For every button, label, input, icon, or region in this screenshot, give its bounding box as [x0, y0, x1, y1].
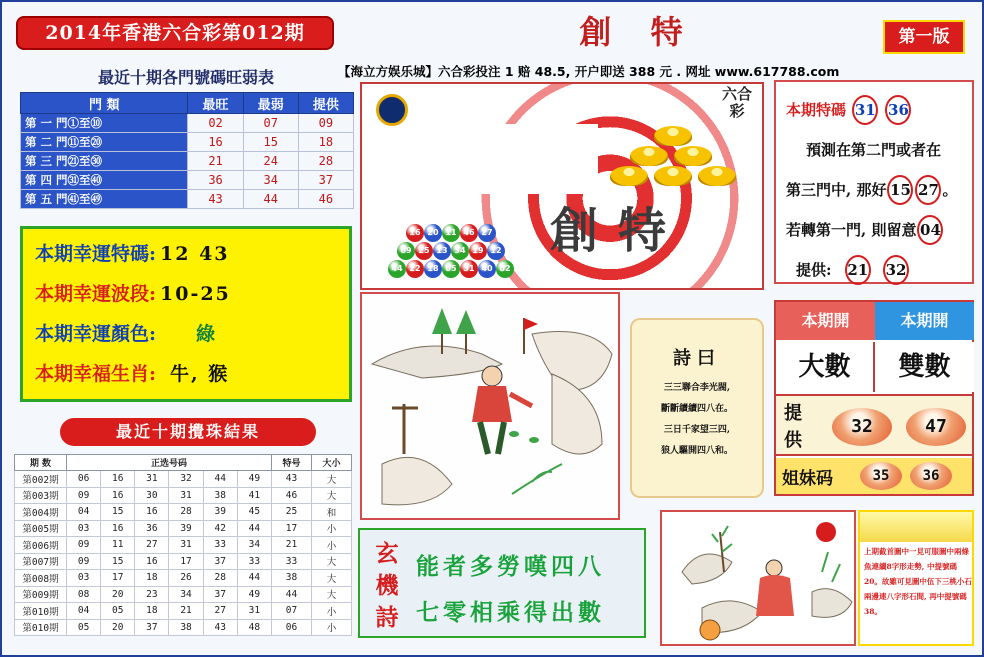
draw-number: 41 [237, 487, 271, 504]
poem-line: 狼人驅開四八和。 [660, 446, 733, 456]
draw-size: 小 [312, 603, 352, 620]
note-panel [858, 510, 974, 646]
special-head-label: 本期特碼 [786, 101, 847, 119]
logo-icon [376, 94, 408, 126]
special-number: 31 [852, 95, 878, 125]
special-provide-label: 提供: [796, 261, 832, 279]
parity-tab-big: 本期開 [776, 302, 875, 340]
group-label: 第 三 門㉑至㉚ [21, 152, 188, 171]
draw-number: 05 [67, 619, 101, 636]
draw-number: 45 [237, 504, 271, 521]
lucky-special-row [35, 239, 337, 279]
table-row [21, 152, 354, 171]
draw-number: 16 [101, 487, 135, 504]
lucky-color-label: 本期幸運顏色: [35, 323, 157, 345]
draw-number: 23 [135, 586, 169, 603]
hot-value: 43 [188, 190, 243, 209]
cold-value: 44 [243, 190, 298, 209]
draw-size: 大 [312, 487, 352, 504]
gold-ingot-icon [610, 166, 648, 186]
draw-number: 27 [135, 537, 169, 554]
special-number: 15 [887, 175, 913, 205]
hot-value: 36 [188, 171, 243, 190]
draw-issue: 第009期 [15, 586, 67, 603]
lucky-band-value: 10-25 [160, 283, 231, 305]
draw-number: 03 [67, 520, 101, 537]
draw-special: 33 [272, 553, 312, 570]
parity-value-big: 大數 [776, 342, 875, 392]
lottery-ball-icon: 22 [406, 260, 424, 278]
draw-number: 30 [135, 487, 169, 504]
draw-number: 06 [67, 471, 101, 488]
lucky-zodiac-value: 牛, 猴 [170, 363, 230, 385]
lottery-ball-icon: 12 [487, 242, 505, 260]
special-line-3 [786, 210, 962, 250]
draw-number: 04 [67, 603, 101, 620]
draw-number: 28 [203, 570, 237, 587]
draw-number: 16 [135, 553, 169, 570]
draw-number: 37 [135, 619, 169, 636]
draw-number: 31 [237, 603, 271, 620]
draws-panel [14, 454, 352, 636]
parity-panel [774, 300, 974, 496]
draw-number: 18 [135, 603, 169, 620]
draws-body [15, 471, 352, 636]
lucky-zodiac-row [35, 359, 337, 399]
lottery-ball-icon: 31 [460, 260, 478, 278]
parity-provide-label: 提供 [784, 403, 802, 451]
brand-title: 創 特 [579, 13, 697, 51]
draws-title: 最近十期攪珠結果 [60, 418, 316, 446]
hot-cold-title: 最近十期各門號碼旺弱表 [97, 68, 274, 87]
cold-value: 34 [243, 171, 298, 190]
draw-size: 大 [312, 586, 352, 603]
table-row [15, 603, 352, 620]
edition-tag: 第一版 [883, 20, 965, 54]
poem-line: 斷斷續續四八在。 [660, 404, 733, 414]
story-illustration-2 [660, 510, 856, 646]
cold-value: 24 [243, 152, 298, 171]
gold-ingot-icon [674, 146, 712, 166]
poem-line: 三日千家望三四, [663, 425, 731, 435]
issue-title: 2014年香港六合彩第012期 [16, 16, 334, 50]
draw-size: 大 [312, 553, 352, 570]
draw-number: 33 [203, 537, 237, 554]
special-number: 36 [885, 95, 911, 125]
draws-table [14, 454, 352, 636]
draw-issue: 第008期 [15, 570, 67, 587]
special-number: 04 [917, 215, 943, 245]
special-line-2 [786, 170, 962, 210]
special-text: 第三門中, 那好 [786, 181, 887, 199]
lucky-band-label: 本期幸運波段: [35, 283, 157, 305]
draw-issue: 第006期 [15, 537, 67, 554]
story-illustration [360, 292, 620, 520]
parity-tab-even: 本期開 [875, 302, 974, 340]
special-number: 27 [915, 175, 941, 205]
mystery-line-1: 能者多勞嘆四八 [416, 553, 605, 580]
draw-issue: 第003期 [15, 487, 67, 504]
special-text: 若轉第一門, 則留意 [786, 221, 917, 239]
col-header: 大小 [312, 455, 352, 471]
draw-special: 25 [272, 504, 312, 521]
col-header: 門 類 [21, 93, 188, 114]
draw-special: 17 [272, 520, 312, 537]
hot-value: 16 [188, 133, 243, 152]
note-header-image [860, 512, 972, 542]
group-label: 第 二 門⑪至⑳ [21, 133, 188, 152]
table-row [21, 133, 354, 152]
sister-label: 姐妹码 [782, 469, 833, 489]
hot-value: 02 [188, 114, 243, 133]
poem-scroll [630, 318, 764, 498]
provide-value: 37 [298, 171, 353, 190]
lottery-ball-icon: 13 [433, 242, 451, 260]
draw-number: 44 [237, 570, 271, 587]
draw-number: 03 [67, 570, 101, 587]
draw-number: 17 [101, 570, 135, 587]
special-number: 32 [883, 255, 909, 285]
table-row [21, 114, 354, 133]
provide-number: 32 [832, 408, 892, 446]
draw-issue: 第004期 [15, 504, 67, 521]
special-line-1 [786, 130, 962, 170]
table-row [21, 190, 354, 209]
draw-issue: 第007期 [15, 553, 67, 570]
draw-special: 21 [272, 537, 312, 554]
hot-cold-table [20, 92, 354, 209]
draw-number: 31 [135, 471, 169, 488]
hot-value: 21 [188, 152, 243, 171]
draw-special: 38 [272, 570, 312, 587]
draw-number: 38 [203, 487, 237, 504]
lucky-panel [20, 226, 352, 402]
sister-number: 35 [860, 462, 902, 490]
draw-number: 16 [135, 504, 169, 521]
top-bar [8, 10, 980, 56]
lucky-color-value: 綠 [196, 323, 218, 345]
poem-line: 三三聯合李光閥, [663, 383, 731, 393]
draw-number: 39 [203, 504, 237, 521]
group-label: 第 四 門㉛至㊵ [21, 171, 188, 190]
provide-value: 18 [298, 133, 353, 152]
special-provide-line [786, 250, 962, 290]
special-head-line [786, 90, 962, 130]
draw-number: 16 [101, 471, 135, 488]
lottery-ball-icon: 19 [469, 242, 487, 260]
story-scene [362, 294, 620, 520]
draw-number: 48 [237, 619, 271, 636]
draw-number: 15 [101, 504, 135, 521]
draw-number: 37 [203, 553, 237, 570]
lottery-ball-icon: 16 [406, 224, 424, 242]
group-label: 第 五 門㊶至㊾ [21, 190, 188, 209]
ad-banner-link[interactable]: 【海立方娱乐城】六合彩投注 1 赔 48.5, 开户即送 388 元 . 网址 www.617788.com [338, 64, 840, 79]
lottery-ball-icon: 25 [415, 242, 433, 260]
lottery-ball-icon: 27 [478, 224, 496, 242]
provide-value: 28 [298, 152, 353, 171]
gold-ingot-icon [654, 166, 692, 186]
draw-number: 04 [67, 504, 101, 521]
lottery-ball-icon: 18 [424, 260, 442, 278]
draw-number: 21 [169, 603, 203, 620]
draw-size: 小 [312, 520, 352, 537]
col-header: 提供 [298, 93, 353, 114]
draw-number: 16 [101, 520, 135, 537]
draw-number: 18 [135, 570, 169, 587]
sister-number: 36 [910, 462, 952, 490]
draw-number: 20 [101, 619, 135, 636]
poem-title: 詩曰 [673, 348, 721, 369]
hero-banner [360, 82, 764, 290]
gold-ingot-icon [630, 146, 668, 166]
lottery-ball-icon: 09 [397, 242, 415, 260]
gold-ingot-icon [654, 126, 692, 146]
table-row [15, 471, 352, 488]
draw-size: 大 [312, 471, 352, 488]
draw-special: 06 [272, 619, 312, 636]
draw-number: 31 [169, 487, 203, 504]
col-header: 特号 [272, 455, 312, 471]
lottery-ball-icon: 05 [442, 260, 460, 278]
note-text: 上期截首圖中一見可服圖中兩條魚連續8字形走勢, 中提號碼20。故雖可見圖中伍下三桃小石兩邊連八字形石間, 再中提號碼38。 [864, 547, 972, 616]
draw-number: 33 [237, 553, 271, 570]
draw-number: 08 [67, 586, 101, 603]
draw-number: 49 [237, 471, 271, 488]
table-row [21, 171, 354, 190]
mystery-poem-label: 玄機詩 [375, 540, 399, 631]
lottery-ball-icon: 11 [442, 224, 460, 242]
lucky-band-row [35, 279, 337, 319]
cold-value: 07 [243, 114, 298, 133]
mystery-poem-panel [358, 528, 646, 638]
col-header: 正选号码 [67, 455, 272, 471]
draw-number: 39 [169, 520, 203, 537]
draw-number: 31 [169, 537, 203, 554]
table-row [15, 553, 352, 570]
draw-issue: 第010期 [15, 619, 67, 636]
provide-number: 47 [906, 408, 966, 446]
draw-special: 07 [272, 603, 312, 620]
hero-title: 創特 [550, 203, 687, 259]
draw-number: 34 [237, 537, 271, 554]
lottery-ball-icon: 34 [451, 242, 469, 260]
lucky-zodiac-label: 本期幸福生肖: [35, 363, 157, 385]
draw-number: 38 [169, 619, 203, 636]
provide-value: 46 [298, 190, 353, 209]
gold-ingot-icon [698, 166, 736, 186]
draw-number: 09 [67, 487, 101, 504]
draw-number: 09 [67, 553, 101, 570]
mystery-line-2: 七零相乘得出數 [416, 599, 605, 626]
hero-mark: 六合彩 [722, 85, 753, 120]
draw-number: 36 [135, 520, 169, 537]
draw-size: 小 [312, 537, 352, 554]
draw-number: 27 [203, 603, 237, 620]
draw-number: 05 [101, 603, 135, 620]
hot-cold-panel [16, 64, 356, 222]
lottery-ball-icon: 02 [496, 260, 514, 278]
draw-size: 大 [312, 570, 352, 587]
draw-size: 和 [312, 504, 352, 521]
sister-row [776, 458, 972, 494]
col-header: 最弱 [243, 93, 298, 114]
draw-issue: 第005期 [15, 520, 67, 537]
group-label: 第 一 門①至⑩ [21, 114, 188, 133]
draw-number: 26 [169, 570, 203, 587]
special-text: 。 [942, 181, 958, 199]
draw-special: 43 [272, 471, 312, 488]
table-row [15, 537, 352, 554]
draw-number: 34 [169, 586, 203, 603]
provide-value: 09 [298, 114, 353, 133]
hero-blank-area [402, 124, 598, 194]
draw-issue: 第010期 [15, 603, 67, 620]
lucky-special-value: 12 43 [160, 243, 230, 265]
draw-special: 46 [272, 487, 312, 504]
table-row [15, 487, 352, 504]
draw-number: 44 [203, 471, 237, 488]
table-row [15, 570, 352, 587]
parity-value-even: 雙數 [875, 342, 974, 392]
lucky-special-label: 本期幸運特碼: [35, 243, 157, 265]
table-row [15, 586, 352, 603]
draw-number: 09 [67, 537, 101, 554]
draw-special: 44 [272, 586, 312, 603]
story-scene-2 [662, 512, 856, 646]
lottery-ball-icon: 40 [478, 260, 496, 278]
col-header: 期 数 [15, 455, 67, 471]
draw-number: 20 [101, 586, 135, 603]
cold-value: 15 [243, 133, 298, 152]
col-header: 最旺 [188, 93, 243, 114]
draw-number: 17 [169, 553, 203, 570]
draw-number: 43 [203, 619, 237, 636]
draw-number: 28 [169, 504, 203, 521]
table-row [15, 504, 352, 521]
draw-size: 小 [312, 619, 352, 636]
draw-number: 49 [237, 586, 271, 603]
draw-number: 37 [203, 586, 237, 603]
special-number: 21 [845, 255, 871, 285]
parity-provide-row [776, 394, 972, 456]
draw-number: 42 [203, 520, 237, 537]
table-row [15, 520, 352, 537]
special-prediction-panel [774, 80, 974, 284]
draw-issue: 第002期 [15, 471, 67, 488]
draw-number: 15 [101, 553, 135, 570]
special-text: 預測在第二門或者在 [806, 141, 942, 159]
lottery-ball-icon: 46 [460, 224, 478, 242]
lottery-ball-icon: 20 [424, 224, 442, 242]
draw-number: 11 [101, 537, 135, 554]
lucky-color-row [35, 319, 337, 359]
draw-number: 32 [169, 471, 203, 488]
table-row [15, 619, 352, 636]
draw-number: 44 [237, 520, 271, 537]
lottery-ball-icon: 44 [388, 260, 406, 278]
